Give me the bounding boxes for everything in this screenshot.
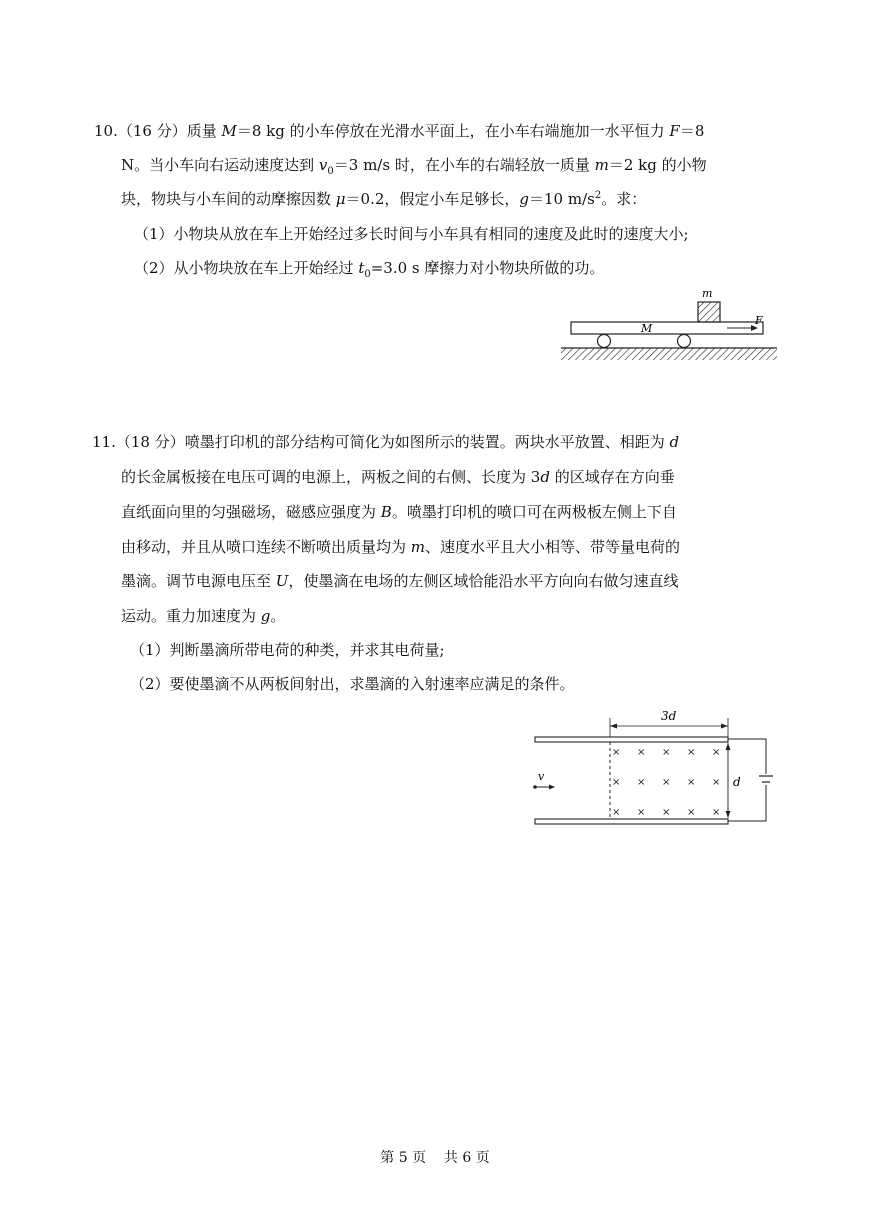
q10-line-1 — [94, 121, 704, 141]
q10-text: ＝8 kg 的小车停放在光滑水平面上，在小车右端施加一水平恒力 — [236, 122, 670, 140]
q10-text: 质量 — [186, 122, 222, 140]
small-block — [698, 302, 720, 322]
q10-symbol: M — [221, 122, 237, 140]
field-cross: × — [712, 747, 721, 758]
dimension-arrowhead — [721, 724, 728, 729]
q11-text: 。喷墨打印机的喷口可在两极板左侧上下自 — [391, 503, 677, 521]
q10-symbol: m — [594, 156, 609, 174]
q11-number: 11. — [92, 433, 116, 451]
q11-line-1 — [92, 432, 679, 452]
ground-hatching — [561, 348, 777, 360]
q11-plates-diagram — [530, 700, 780, 835]
q11-line-3 — [121, 502, 677, 522]
q11-symbol: B — [380, 503, 392, 521]
q11-score: （18 分） — [115, 433, 185, 451]
circuit-wire — [728, 785, 766, 821]
q11-subquestion-2: （2）要使墨滴不从两板间射出，求墨滴的入射速率应满足的条件。 — [130, 675, 575, 693]
q10-subscript: 0 — [327, 166, 334, 177]
q10-text: 。求： — [601, 190, 647, 208]
dimension-arrowhead — [726, 743, 731, 750]
q11-text: 的长金属板接在电压可调的电源上，两板之间的右侧、长度为 — [121, 468, 531, 486]
q11-text: 由移动，并且从喷口连续不断喷出质量均为 — [121, 538, 411, 556]
label-3d: 3d — [661, 709, 677, 723]
q11-text: 直纸面向里的匀强磁场，磁感应强度为 — [121, 503, 381, 521]
q10-superscript: 2 — [594, 190, 602, 201]
page-total: 共 6 页 — [443, 1150, 490, 1166]
label-m: m — [702, 287, 713, 300]
q10-subquestion-2 — [134, 258, 604, 278]
q11-line-4 — [121, 537, 680, 557]
field-cross: × — [637, 777, 646, 788]
field-cross: × — [612, 807, 621, 818]
field-cross: × — [637, 747, 646, 758]
q10-symbol: μ — [335, 190, 346, 208]
q10-text: ＝0.2，假定小车足够长， — [345, 190, 520, 208]
label-F: F — [755, 314, 763, 327]
circuit-wire — [728, 739, 766, 774]
label-M: M — [641, 322, 653, 335]
q11-symbol: d — [669, 433, 680, 451]
q11-text: 运动。重力加速度为 — [121, 607, 261, 625]
q10-symbol: v — [318, 156, 328, 174]
q10-subscript: 0 — [364, 269, 371, 280]
page-number: 第 5 页 — [380, 1150, 427, 1166]
field-cross: × — [712, 807, 721, 818]
q11-symbol: U — [275, 572, 289, 590]
q11-symbol: d — [540, 468, 550, 486]
q11-text: 、速度水平且大小相等、带等量电荷的 — [425, 538, 681, 556]
q11-text: 喷墨打印机的部分结构可简化为如图所示的装置。两块水平放置、相距为 — [184, 433, 670, 451]
q11-subquestion-1: （1）判断墨滴所带电荷的种类，并求其电荷量; — [130, 641, 445, 659]
velocity-arrowhead — [549, 785, 555, 790]
dimension-arrowhead — [726, 811, 731, 818]
q11-line-5 — [121, 571, 678, 591]
cart-wheel-left — [598, 335, 611, 348]
field-cross: × — [687, 747, 696, 758]
q10-line-3 — [121, 189, 646, 209]
field-cross: × — [712, 777, 721, 788]
label-v: v — [538, 770, 545, 783]
field-cross: × — [662, 777, 671, 788]
q10-cart-diagram — [555, 288, 785, 368]
q11-text: 墨滴。调节电源电压至 — [121, 572, 276, 590]
field-cross: × — [662, 747, 671, 758]
page-footer — [0, 1147, 870, 1167]
q10-text: ＝3 m/s 时，在小车的右端轻放一质量 — [333, 156, 595, 174]
q11-text: ，使墨滴在电场的左侧区域恰能沿水平方向向右做匀速直线 — [288, 572, 679, 590]
field-cross: × — [662, 807, 671, 818]
q10-score: （16 分） — [117, 122, 187, 140]
q11-text: 3 — [530, 468, 541, 486]
cart-wheel-right — [678, 335, 691, 348]
q10-text: ＝2 kg 的小物 — [608, 156, 707, 174]
label-d: d — [733, 775, 741, 789]
q10-line-2 — [121, 155, 707, 175]
q10-text: ＝10 m/s — [529, 190, 595, 208]
q10-symbol: g — [519, 190, 529, 208]
q11-line-6 — [121, 606, 285, 626]
q11-symbol: g — [260, 607, 271, 625]
q10-text: N。当小车向右运动速度达到 — [121, 156, 319, 174]
q10-text: 块，物块与小车间的动摩擦因数 — [121, 190, 336, 208]
dimension-arrowhead — [610, 724, 617, 729]
bottom-plate — [535, 819, 728, 824]
field-cross: × — [612, 777, 621, 788]
q10-subquestion-1: （1）小物块从放在车上开始经过多长时间与小车具有相同的速度及此时的速度大小; — [134, 225, 689, 243]
q11-symbol: m — [410, 538, 426, 556]
q11-line-2 — [121, 467, 675, 487]
q10-text: =3.0 s 摩擦力对小物块所做的功。 — [370, 259, 605, 277]
field-cross: × — [612, 747, 621, 758]
q11-text: 。 — [270, 607, 286, 625]
q10-text: ＝8 — [679, 122, 705, 140]
field-cross: × — [637, 807, 646, 818]
q10-symbol: t — [358, 259, 365, 277]
q11-text: 的区域存在方向垂 — [549, 468, 675, 486]
field-cross: × — [687, 807, 696, 818]
q10-symbol: F — [669, 122, 680, 140]
q10-text: （2）从小物块放在车上开始经过 — [134, 259, 359, 277]
top-plate — [535, 737, 728, 742]
q10-number: 10. — [94, 122, 118, 140]
field-cross: × — [687, 777, 696, 788]
